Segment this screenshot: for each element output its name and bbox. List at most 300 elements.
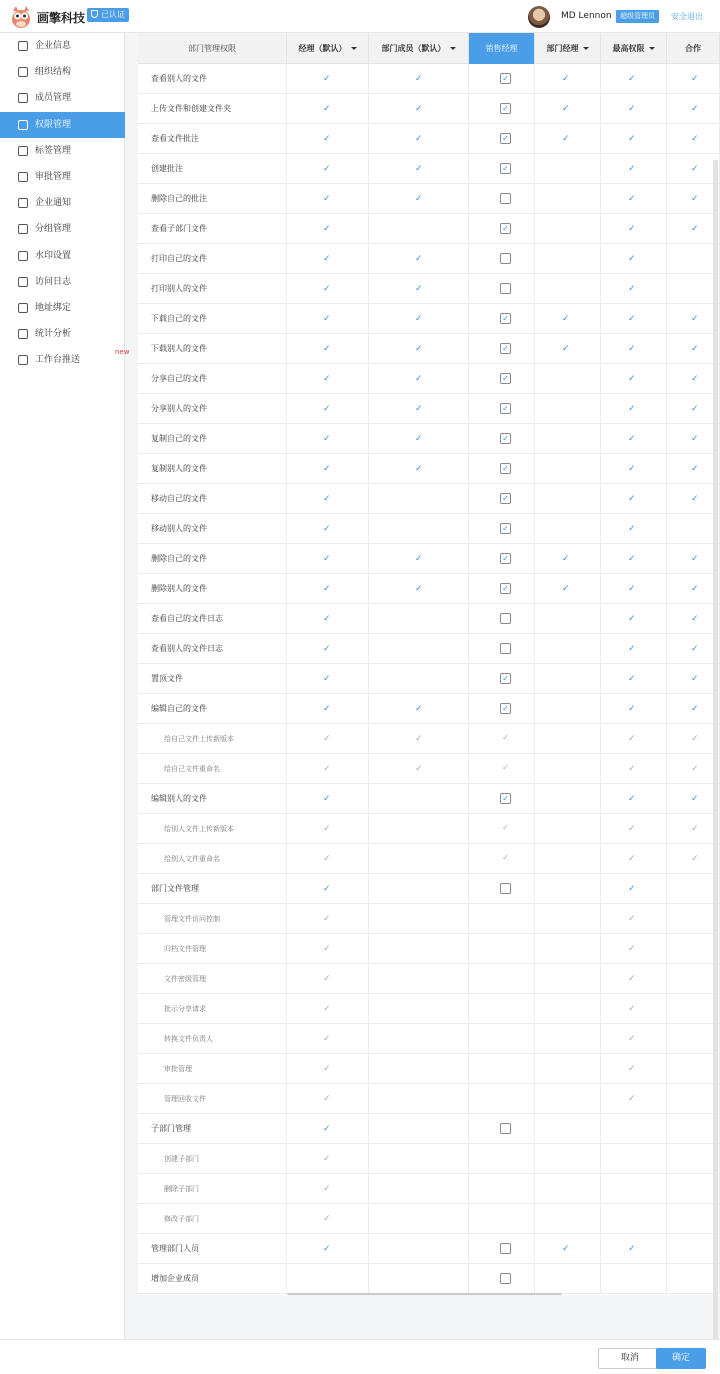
check-icon[interactable]: ✓ bbox=[691, 464, 699, 474]
table-cell bbox=[138, 634, 287, 664]
permission-label: 归档文件管理 bbox=[164, 945, 206, 953]
check-icon[interactable]: ✓ bbox=[628, 584, 636, 594]
check-icon[interactable]: ✓ bbox=[628, 374, 636, 384]
check-icon[interactable]: ✓ bbox=[415, 464, 423, 474]
permission-checkbox[interactable]: ✓ bbox=[500, 313, 511, 324]
check-icon[interactable]: ✓ bbox=[691, 554, 699, 564]
column-header-role[interactable] bbox=[369, 33, 469, 64]
check-icon[interactable]: ✓ bbox=[691, 704, 699, 714]
check-icon[interactable]: ✓ bbox=[628, 764, 636, 774]
check-icon[interactable]: ✓ bbox=[691, 674, 699, 684]
permission-checkbox[interactable] bbox=[500, 913, 511, 924]
permission-label: 查看子部门文件 bbox=[151, 224, 207, 233]
check-icon[interactable]: ✓ bbox=[323, 734, 331, 744]
table-cell bbox=[369, 1084, 469, 1114]
check-icon[interactable]: ✓ bbox=[691, 404, 699, 414]
check-icon[interactable]: ✓ bbox=[323, 164, 331, 174]
permission-checkbox[interactable]: ✓ bbox=[500, 73, 511, 84]
check-icon[interactable]: ✓ bbox=[628, 104, 636, 114]
table-row bbox=[138, 334, 720, 364]
check-icon[interactable]: ✓ bbox=[562, 104, 570, 114]
check-icon[interactable]: ✓ bbox=[691, 434, 699, 444]
check-icon[interactable]: ✓ bbox=[628, 884, 636, 894]
sidebar-item-0[interactable] bbox=[0, 33, 125, 59]
permission-label: 给自己文件重命名 bbox=[164, 765, 220, 773]
sidebar-item-label: 标签管理 bbox=[35, 145, 72, 156]
permission-checkbox[interactable]: ✓ bbox=[500, 403, 511, 414]
table-cell bbox=[535, 1144, 601, 1174]
column-header-role[interactable] bbox=[469, 33, 535, 64]
sidebar-item-label: 分组管理 bbox=[35, 224, 72, 235]
check-icon[interactable]: ✓ bbox=[415, 284, 423, 294]
column-header-label: 最高权限 bbox=[612, 44, 645, 53]
check-icon[interactable]: ✓ bbox=[562, 1244, 570, 1254]
check-icon[interactable]: ✓ bbox=[415, 554, 423, 564]
check-icon[interactable]: ✓ bbox=[415, 314, 423, 324]
permission-label: 给别人文件重命名 bbox=[164, 855, 220, 863]
check-icon[interactable]: ✓ bbox=[628, 494, 636, 504]
new-tag: new bbox=[115, 348, 130, 357]
sidebar-item-4[interactable] bbox=[0, 138, 125, 164]
table-cell bbox=[287, 1264, 369, 1294]
check-icon[interactable]: ✓ bbox=[415, 194, 423, 204]
permission-checkbox[interactable]: ✓ bbox=[502, 733, 509, 742]
permission-checkbox[interactable]: ✓ bbox=[500, 223, 511, 234]
check-icon[interactable]: ✓ bbox=[323, 614, 331, 624]
check-icon[interactable]: ✓ bbox=[415, 164, 423, 174]
table-row bbox=[138, 244, 720, 274]
permission-label: 增加企业成员 bbox=[151, 1274, 199, 1283]
permission-checkbox[interactable]: ✓ bbox=[500, 463, 511, 474]
permission-checkbox[interactable]: ✓ bbox=[500, 703, 511, 714]
table-cell bbox=[601, 1204, 667, 1234]
permission-label: 管理文件访问控制 bbox=[164, 915, 220, 923]
permission-checkbox[interactable]: ✓ bbox=[500, 523, 511, 534]
check-icon[interactable]: ✓ bbox=[323, 914, 331, 924]
table-cell bbox=[138, 364, 287, 394]
table-cell bbox=[369, 814, 469, 844]
permission-checkbox[interactable] bbox=[500, 1093, 511, 1104]
check-icon[interactable]: ✓ bbox=[415, 374, 423, 384]
table-cell bbox=[535, 484, 601, 514]
table-cell bbox=[369, 1144, 469, 1174]
check-icon[interactable]: ✓ bbox=[323, 224, 331, 234]
column-header-role[interactable] bbox=[601, 33, 667, 64]
check-icon[interactable]: ✓ bbox=[628, 434, 636, 444]
shield-icon bbox=[91, 10, 98, 18]
table-cell bbox=[138, 934, 287, 964]
check-icon[interactable]: ✓ bbox=[323, 314, 331, 324]
check-icon[interactable]: ✓ bbox=[323, 134, 331, 144]
check-icon[interactable]: ✓ bbox=[415, 404, 423, 414]
sidebar-item-8[interactable] bbox=[0, 243, 125, 269]
check-icon[interactable]: ✓ bbox=[628, 464, 636, 474]
check-icon[interactable]: ✓ bbox=[323, 374, 331, 384]
permission-checkbox[interactable] bbox=[500, 973, 511, 984]
table-cell bbox=[535, 1174, 601, 1204]
confirm-button[interactable]: 确定 bbox=[656, 1348, 706, 1369]
check-icon[interactable]: ✓ bbox=[691, 134, 699, 144]
table-row bbox=[138, 694, 720, 724]
check-icon[interactable]: ✓ bbox=[691, 314, 699, 324]
check-icon[interactable]: ✓ bbox=[323, 1064, 331, 1074]
table-cell bbox=[138, 394, 287, 424]
permission-checkbox[interactable]: ✓ bbox=[500, 493, 511, 504]
permission-label: 移动自己的文件 bbox=[151, 494, 207, 503]
permission-checkbox[interactable] bbox=[500, 283, 511, 294]
table-cell bbox=[138, 484, 287, 514]
check-icon[interactable]: ✓ bbox=[323, 644, 331, 654]
check-icon[interactable]: ✓ bbox=[628, 674, 636, 684]
sidebar-item-12[interactable] bbox=[0, 347, 130, 373]
table-cell bbox=[535, 244, 601, 274]
permission-checkbox[interactable] bbox=[500, 193, 511, 204]
check-icon[interactable]: ✓ bbox=[628, 554, 636, 564]
check-icon[interactable]: ✓ bbox=[323, 194, 331, 204]
permission-label: 给自己文件上传新版本 bbox=[164, 735, 234, 743]
check-icon[interactable]: ✓ bbox=[323, 554, 331, 564]
table-row bbox=[138, 604, 720, 634]
logout-link[interactable]: 安全退出 bbox=[671, 12, 703, 21]
check-icon[interactable]: ✓ bbox=[323, 1124, 331, 1134]
table-cell bbox=[535, 514, 601, 544]
check-icon[interactable]: ✓ bbox=[323, 1004, 331, 1014]
table-cell bbox=[138, 304, 287, 334]
check-icon[interactable]: ✓ bbox=[323, 944, 331, 954]
table-cell bbox=[138, 964, 287, 994]
permission-label: 打印别人的文件 bbox=[151, 284, 207, 293]
column-header-role[interactable] bbox=[535, 33, 601, 64]
table-header bbox=[138, 33, 720, 64]
permission-checkbox[interactable]: ✓ bbox=[500, 103, 511, 114]
mac-icon bbox=[18, 303, 28, 313]
check-icon[interactable]: ✓ bbox=[691, 584, 699, 594]
check-icon[interactable]: ✓ bbox=[323, 1244, 331, 1254]
check-icon[interactable]: ✓ bbox=[628, 344, 636, 354]
check-icon[interactable]: ✓ bbox=[415, 704, 423, 714]
permission-label: 复制别人的文件 bbox=[151, 464, 207, 473]
check-icon[interactable]: ✓ bbox=[628, 224, 636, 234]
sidebar-item-label: 地址绑定 bbox=[35, 303, 72, 313]
table-cell bbox=[138, 214, 287, 244]
table-cell bbox=[138, 124, 287, 154]
permission-checkbox[interactable]: ✓ bbox=[500, 793, 511, 804]
table-cell bbox=[535, 1114, 601, 1144]
caret-down-icon[interactable] bbox=[351, 47, 357, 50]
check-icon[interactable]: ✓ bbox=[323, 794, 331, 804]
table-cell bbox=[535, 754, 601, 784]
check-icon[interactable]: ✓ bbox=[628, 254, 636, 264]
table-cell bbox=[138, 1174, 287, 1204]
table-cell bbox=[138, 64, 287, 94]
table-cell bbox=[535, 724, 601, 754]
check-icon[interactable]: ✓ bbox=[323, 1094, 331, 1104]
table-cell bbox=[535, 154, 601, 184]
check-icon[interactable]: ✓ bbox=[415, 584, 423, 594]
sidebar-item-5[interactable] bbox=[0, 164, 125, 190]
check-icon[interactable]: ✓ bbox=[691, 74, 699, 84]
permission-label: 查看文件批注 bbox=[151, 134, 199, 143]
sidebar-item-7[interactable] bbox=[0, 216, 125, 242]
permission-label: 管理部门人员 bbox=[151, 1244, 199, 1253]
table-cell bbox=[601, 1114, 667, 1144]
permission-checkbox[interactable]: ✓ bbox=[502, 853, 509, 862]
check-icon[interactable]: ✓ bbox=[323, 524, 331, 534]
check-icon[interactable]: ✓ bbox=[691, 824, 699, 834]
permission-checkbox[interactable]: ✓ bbox=[500, 133, 511, 144]
table-row bbox=[138, 874, 720, 904]
caret-down-icon[interactable] bbox=[583, 47, 589, 50]
check-icon[interactable]: ✓ bbox=[628, 974, 636, 984]
check-icon[interactable]: ✓ bbox=[323, 74, 331, 84]
column-header-permission: 部门管理权限 bbox=[138, 33, 287, 64]
check-icon[interactable]: ✓ bbox=[323, 464, 331, 474]
check-icon[interactable]: ✓ bbox=[323, 824, 331, 834]
permission-checkbox[interactable] bbox=[500, 1183, 511, 1194]
table-row bbox=[138, 1024, 720, 1054]
cancel-button[interactable]: 取消 bbox=[598, 1348, 662, 1369]
permission-checkbox[interactable]: ✓ bbox=[500, 583, 511, 594]
check-icon[interactable]: ✓ bbox=[628, 914, 636, 924]
check-icon[interactable]: ✓ bbox=[323, 104, 331, 114]
check-icon[interactable]: ✓ bbox=[562, 584, 570, 594]
check-icon[interactable]: ✓ bbox=[691, 854, 699, 864]
table-cell bbox=[535, 1084, 601, 1114]
table-row bbox=[138, 724, 720, 754]
table-cell bbox=[138, 754, 287, 784]
permission-checkbox[interactable]: ✓ bbox=[500, 163, 511, 174]
check-icon[interactable]: ✓ bbox=[691, 794, 699, 804]
check-icon[interactable]: ✓ bbox=[691, 374, 699, 384]
log-icon bbox=[18, 277, 28, 287]
permission-checkbox[interactable] bbox=[500, 1153, 511, 1164]
check-icon[interactable]: ✓ bbox=[628, 314, 636, 324]
permission-checkbox[interactable] bbox=[500, 1213, 511, 1224]
table-cell bbox=[535, 1024, 601, 1054]
check-icon[interactable]: ✓ bbox=[415, 344, 423, 354]
permission-checkbox[interactable] bbox=[500, 613, 511, 624]
table-row bbox=[138, 274, 720, 304]
table-cell bbox=[369, 634, 469, 664]
check-icon[interactable]: ✓ bbox=[323, 254, 331, 264]
column-header-role[interactable] bbox=[667, 33, 720, 64]
check-icon[interactable]: ✓ bbox=[323, 494, 331, 504]
check-icon[interactable]: ✓ bbox=[323, 884, 331, 894]
permission-checkbox[interactable]: ✓ bbox=[500, 343, 511, 354]
sidebar-item-10[interactable] bbox=[0, 295, 125, 321]
check-icon[interactable]: ✓ bbox=[691, 164, 699, 174]
permission-checkbox[interactable] bbox=[500, 1273, 511, 1284]
check-icon[interactable]: ✓ bbox=[415, 434, 423, 444]
table-row bbox=[138, 424, 720, 454]
table-row bbox=[138, 964, 720, 994]
permission-checkbox[interactable] bbox=[500, 1243, 511, 1254]
check-icon[interactable]: ✓ bbox=[628, 1244, 636, 1254]
table-cell bbox=[138, 1144, 287, 1174]
check-icon[interactable]: ✓ bbox=[691, 644, 699, 654]
check-icon[interactable]: ✓ bbox=[562, 74, 570, 84]
check-icon[interactable]: ✓ bbox=[628, 944, 636, 954]
check-icon[interactable]: ✓ bbox=[323, 434, 331, 444]
permission-checkbox[interactable] bbox=[500, 1063, 511, 1074]
check-icon[interactable]: ✓ bbox=[691, 734, 699, 744]
check-icon[interactable]: ✓ bbox=[415, 764, 423, 774]
check-icon[interactable]: ✓ bbox=[628, 734, 636, 744]
vertical-scrollbar[interactable] bbox=[713, 160, 718, 1340]
permission-checkbox[interactable]: ✓ bbox=[500, 433, 511, 444]
table-cell bbox=[369, 664, 469, 694]
check-icon[interactable]: ✓ bbox=[562, 314, 570, 324]
user-avatar[interactable] bbox=[528, 6, 550, 28]
table-cell bbox=[535, 964, 601, 994]
check-icon[interactable]: ✓ bbox=[323, 1184, 331, 1194]
check-icon[interactable]: ✓ bbox=[323, 1154, 331, 1164]
table-cell bbox=[138, 544, 287, 574]
check-icon[interactable]: ✓ bbox=[628, 644, 636, 654]
group-icon bbox=[18, 224, 28, 234]
permission-label: 创建子部门 bbox=[164, 1155, 199, 1163]
permission-checkbox[interactable] bbox=[500, 943, 511, 954]
table-cell bbox=[535, 604, 601, 634]
check-icon[interactable]: ✓ bbox=[415, 104, 423, 114]
table-row bbox=[138, 1204, 720, 1234]
check-icon[interactable]: ✓ bbox=[628, 1064, 636, 1074]
check-icon[interactable]: ✓ bbox=[691, 344, 699, 354]
check-icon[interactable]: ✓ bbox=[415, 254, 423, 264]
table-cell bbox=[535, 1204, 601, 1234]
permission-label: 分享自己的文件 bbox=[151, 374, 207, 383]
check-icon[interactable]: ✓ bbox=[691, 224, 699, 234]
permission-label: 修改子部门 bbox=[164, 1215, 199, 1223]
check-icon[interactable]: ✓ bbox=[323, 674, 331, 684]
check-icon[interactable]: ✓ bbox=[628, 284, 636, 294]
sidebar-item-11[interactable] bbox=[0, 321, 125, 347]
permission-checkbox[interactable]: ✓ bbox=[500, 553, 511, 564]
check-icon[interactable]: ✓ bbox=[562, 554, 570, 564]
permission-checkbox[interactable] bbox=[500, 253, 511, 264]
permission-label: 删除自己的批注 bbox=[151, 194, 207, 203]
check-icon[interactable]: ✓ bbox=[628, 1034, 636, 1044]
check-icon[interactable]: ✓ bbox=[628, 794, 636, 804]
check-icon[interactable]: ✓ bbox=[323, 404, 331, 414]
check-icon[interactable]: ✓ bbox=[628, 1004, 636, 1014]
permission-table bbox=[138, 33, 720, 1295]
check-icon[interactable]: ✓ bbox=[415, 134, 423, 144]
permission-checkbox[interactable] bbox=[500, 883, 511, 894]
verified-badge-label: 已认证 bbox=[101, 10, 125, 19]
permission-label: 查看自己的文件日志 bbox=[151, 614, 223, 623]
permission-checkbox[interactable]: ✓ bbox=[502, 763, 509, 772]
table-cell bbox=[138, 334, 287, 364]
permission-label: 给别人文件上传新版本 bbox=[164, 825, 234, 833]
column-header-role[interactable] bbox=[287, 33, 369, 64]
check-icon[interactable]: ✓ bbox=[323, 1034, 331, 1044]
table-cell bbox=[369, 1114, 469, 1144]
sidebar-item-9[interactable] bbox=[0, 269, 125, 295]
table-cell bbox=[138, 514, 287, 544]
check-icon[interactable]: ✓ bbox=[628, 134, 636, 144]
table-cell bbox=[535, 184, 601, 214]
table-row bbox=[138, 1264, 720, 1294]
check-icon[interactable]: ✓ bbox=[323, 974, 331, 984]
check-icon[interactable]: ✓ bbox=[628, 704, 636, 714]
check-icon[interactable]: ✓ bbox=[628, 854, 636, 864]
check-icon[interactable]: ✓ bbox=[691, 494, 699, 504]
check-icon[interactable]: ✓ bbox=[323, 764, 331, 774]
sidebar-item-6[interactable] bbox=[0, 190, 125, 216]
check-icon[interactable]: ✓ bbox=[691, 614, 699, 624]
table-cell bbox=[535, 994, 601, 1024]
check-icon[interactable]: ✓ bbox=[562, 134, 570, 144]
permission-checkbox[interactable] bbox=[500, 1123, 511, 1134]
table-cell bbox=[369, 964, 469, 994]
check-icon[interactable]: ✓ bbox=[691, 104, 699, 114]
check-icon[interactable]: ✓ bbox=[628, 74, 636, 84]
check-icon[interactable]: ✓ bbox=[323, 584, 331, 594]
table-cell bbox=[535, 364, 601, 394]
user-name[interactable]: MD Lennon bbox=[561, 11, 612, 21]
sidebar-item-2[interactable] bbox=[0, 85, 125, 111]
permission-checkbox[interactable]: ✓ bbox=[500, 673, 511, 684]
permission-label: 子部门管理 bbox=[151, 1124, 191, 1133]
table-cell bbox=[138, 874, 287, 904]
permission-label: 管理回收文件 bbox=[164, 1095, 206, 1103]
permission-label: 删除别人的文件 bbox=[151, 584, 207, 593]
table-cell bbox=[601, 1174, 667, 1204]
check-icon[interactable]: ✓ bbox=[415, 74, 423, 84]
check-icon[interactable]: ✓ bbox=[323, 1214, 331, 1224]
caret-down-icon[interactable] bbox=[450, 47, 456, 50]
table-row bbox=[138, 934, 720, 964]
check-icon[interactable]: ✓ bbox=[628, 614, 636, 624]
caret-down-icon[interactable] bbox=[649, 47, 655, 50]
permission-checkbox[interactable] bbox=[500, 1003, 511, 1014]
table-row bbox=[138, 844, 720, 874]
check-icon[interactable]: ✓ bbox=[323, 704, 331, 714]
check-icon[interactable]: ✓ bbox=[628, 164, 636, 174]
check-icon[interactable]: ✓ bbox=[628, 194, 636, 204]
permission-label: 批示分享请求 bbox=[164, 1005, 206, 1013]
permission-checkbox[interactable] bbox=[500, 1033, 511, 1044]
check-icon[interactable]: ✓ bbox=[691, 194, 699, 204]
table-cell bbox=[138, 844, 287, 874]
table-cell bbox=[138, 664, 287, 694]
permission-checkbox[interactable]: ✓ bbox=[502, 823, 509, 832]
footer-bar bbox=[0, 1339, 720, 1374]
check-icon[interactable]: ✓ bbox=[691, 764, 699, 774]
sidebar-item-1[interactable] bbox=[0, 59, 125, 85]
check-icon[interactable]: ✓ bbox=[628, 404, 636, 414]
check-icon[interactable]: ✓ bbox=[415, 734, 423, 744]
check-icon[interactable]: ✓ bbox=[323, 344, 331, 354]
table-cell bbox=[138, 244, 287, 274]
check-icon[interactable]: ✓ bbox=[323, 854, 331, 864]
sidebar-item-label: 审批管理 bbox=[35, 172, 72, 182]
check-icon[interactable]: ✓ bbox=[628, 524, 636, 534]
permission-label: 文件密级管理 bbox=[164, 975, 206, 983]
role-badge: 超级管理员 bbox=[616, 10, 659, 23]
permission-label: 分享别人的文件 bbox=[151, 404, 207, 413]
check-icon[interactable]: ✓ bbox=[562, 344, 570, 354]
sidebar-item-3[interactable] bbox=[0, 112, 125, 138]
check-icon[interactable]: ✓ bbox=[628, 824, 636, 834]
horizontal-scrollbar[interactable] bbox=[287, 1293, 562, 1295]
check-icon[interactable]: ✓ bbox=[323, 284, 331, 294]
permission-checkbox[interactable]: ✓ bbox=[500, 373, 511, 384]
table-cell bbox=[535, 814, 601, 844]
permission-checkbox[interactable] bbox=[500, 643, 511, 654]
check-icon[interactable]: ✓ bbox=[628, 1094, 636, 1104]
